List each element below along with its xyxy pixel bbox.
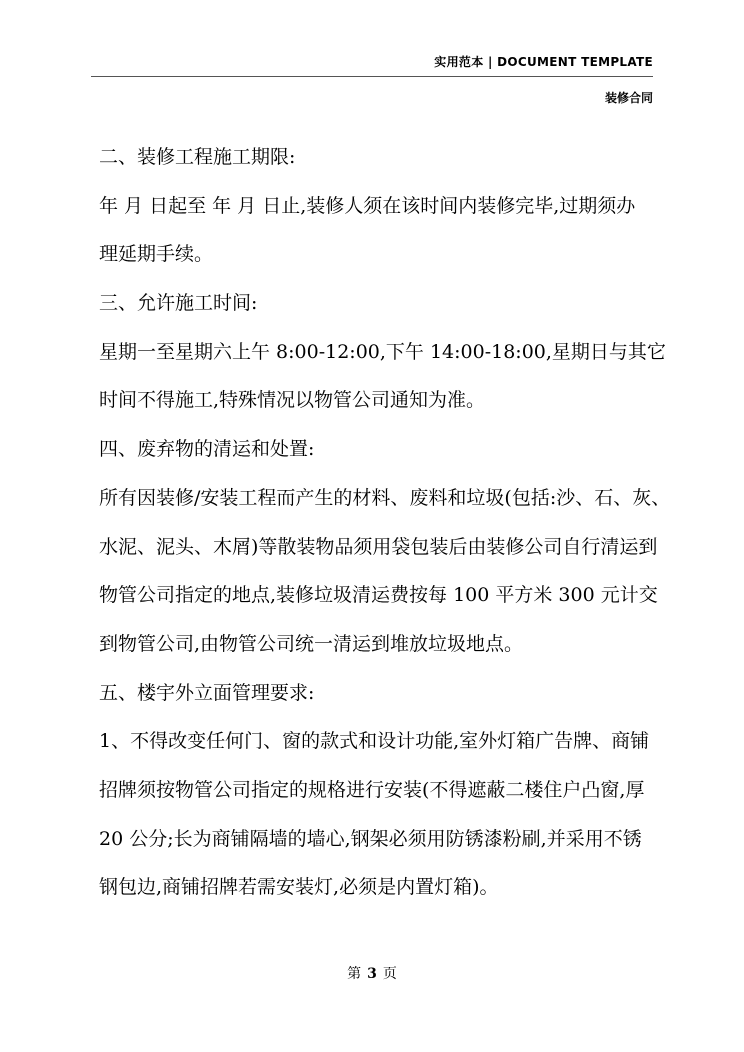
body-line: 年 月 日起至 年 月 日止,装修人须在该时间内装修完毕,过期须办 — [99, 194, 636, 217]
body-line: 20 公分;长为商铺隔墙的墙心,钢架必须用防锈漆粉刷,并采用不锈 — [99, 827, 642, 850]
body-line: 物管公司指定的地点,装修垃圾清运费按每 100 平方米 300 元计交 — [99, 584, 658, 607]
body-line: 招牌须按物管公司指定的规格进行安装(不得遮蔽二楼住户凸窗,厚 — [99, 778, 645, 801]
page-suffix: 页 — [382, 966, 397, 982]
section-heading: 四、废弃物的清运和处置: — [99, 438, 315, 461]
document-body — [99, 140, 671, 919]
body-line: 钢包边,商铺招牌若需安装灯,必须是内置灯箱)。 — [99, 876, 499, 899]
body-line: 到物管公司,由物管公司统一清运到堆放垃圾地点。 — [99, 632, 524, 655]
body-line: 水泥、泥头、木屑)等散装物品须用袋包装后由装修公司自行清运到 — [99, 535, 658, 558]
body-line: 1、不得改变任何门、窗的款式和设计功能,室外灯箱广告牌、商铺 — [99, 730, 650, 753]
section-heading: 五、楼宇外立面管理要求: — [99, 681, 315, 704]
section-heading: 三、允许施工时间: — [99, 292, 258, 315]
page-footer — [0, 963, 744, 983]
body-line: 所有因装修/安装工程而产生的材料、废料和垃圾(包括:沙、石、灰、 — [99, 486, 671, 509]
page-number: 3 — [367, 966, 377, 982]
header-divider — [91, 76, 653, 77]
body-line: 星期一至星期六上午 8:00-12:00,下午 14:00-18:00,星期日与其它 — [99, 340, 666, 363]
body-line: 理延期手续。 — [99, 243, 214, 266]
body-line: 时间不得施工,特殊情况以物管公司通知为准。 — [99, 389, 486, 412]
header-title: 实用范本 | DOCUMENT TEMPLATE — [434, 55, 653, 69]
header-subtitle: 装修合同 — [604, 91, 653, 105]
page-prefix: 第 — [347, 966, 362, 982]
section-heading: 二、装修工程施工期限: — [99, 146, 296, 168]
